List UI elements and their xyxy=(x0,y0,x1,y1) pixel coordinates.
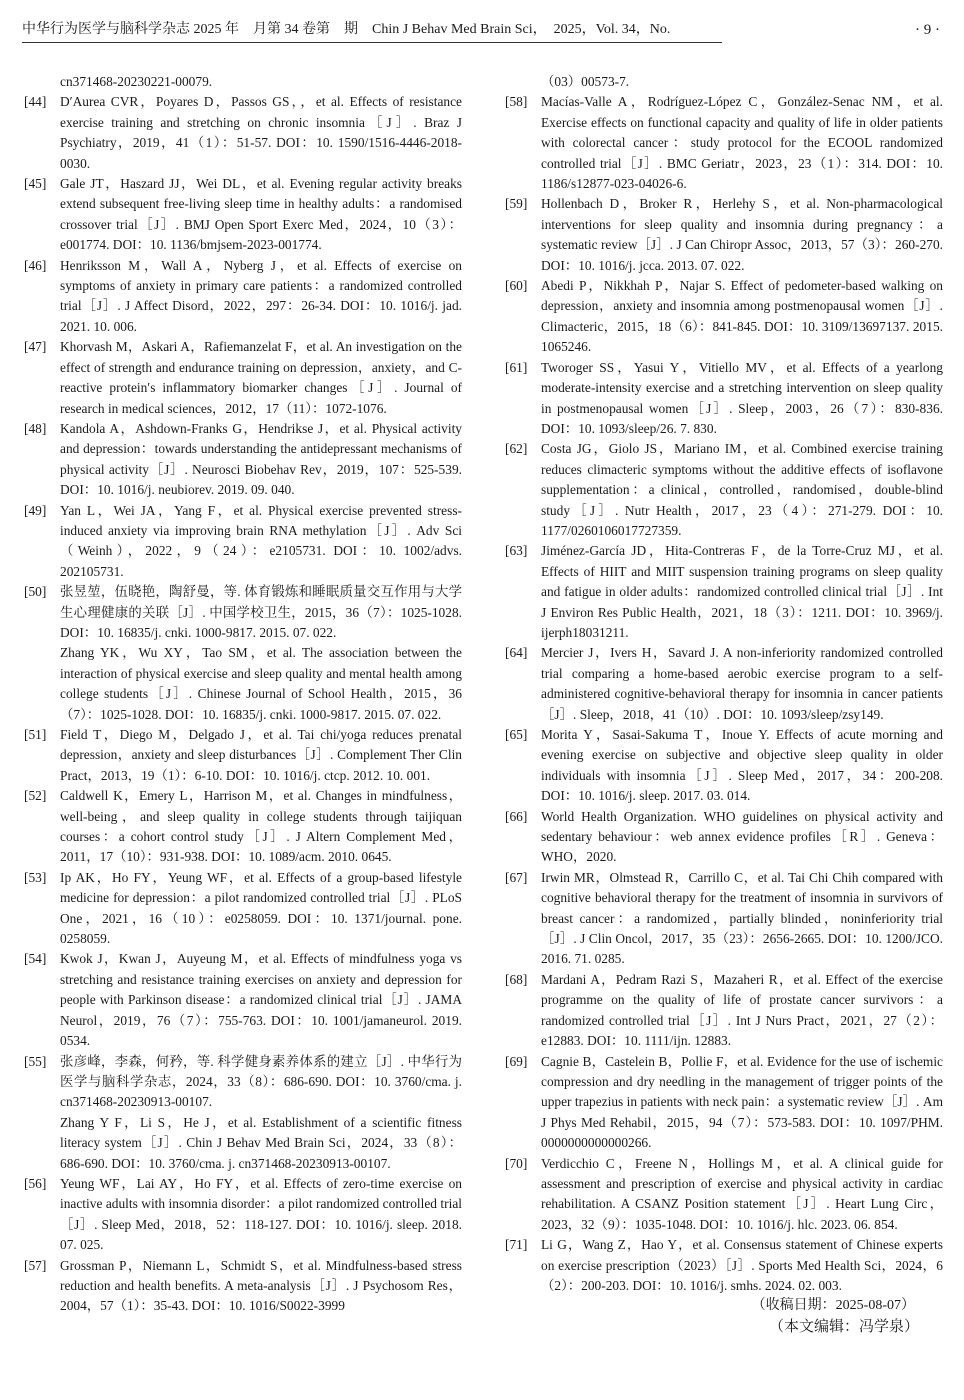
reference-item xyxy=(505,807,943,868)
reference-item xyxy=(24,786,462,868)
reference-item xyxy=(505,643,943,725)
reference-text xyxy=(60,582,462,725)
reference-item xyxy=(24,725,462,786)
reference-number: [59] xyxy=(505,196,528,212)
reference-citation: Cagnie B，Castelein B，Pollie F，et al. Evidence for the use of ischemic compression and dry needling in the management of trigger points of the upper trapezius in patients with neck pain：a systematic review［J］. Am J Phys Med Rehabil，2015，94（7）：573-583. DOI：10. 1097/PHM. 0000000000000266. xyxy=(541,1053,943,1151)
reference-citation: Yeung WF，Lai AY，Ho FY，et al. Effects of zero-time exercise on inactive adults with insomnia disorder：a pilot randomized controlled trial［J］. Sleep Med，2018，52：118-127. DOI：10. 1016/j. sleep. 2018. 07. 025. xyxy=(60,1175,462,1253)
reference-number: [66] xyxy=(505,808,528,824)
reference-item xyxy=(24,419,462,501)
reference-number: [64] xyxy=(505,645,528,661)
reference-item xyxy=(505,1052,943,1154)
reference-text xyxy=(541,358,943,440)
reference-citation: Khorvash M，Askari A，Rafiemanzelat F，et al. An investigation on the effect of strength and endurance training on depression，anxiety，and C-reactive protein′s inflammatory biomarker changes［J］. Journal of research in medical sciences，2012，17（11）：1072-1076. xyxy=(60,339,462,416)
reference-number: [56] xyxy=(24,1175,47,1191)
reference-citation: Kandola A，Ashdown-Franks G，Hendrikse J，et al. Physical activity and depression：towards understanding the antidepressant mechanisms of physical activity［J］. Neurosci Biobehav Rev，2019，107：525-539. DOI：10. 1016/j. neubiorev. 2019. 09. 040. xyxy=(60,420,462,498)
reference-item xyxy=(24,92,462,174)
reference-text xyxy=(541,92,943,194)
reference-number: [65] xyxy=(505,727,528,742)
reference-text xyxy=(541,970,943,1052)
reference-number: [67] xyxy=(505,869,528,885)
reference-citation: Hollenbach D，Broker R，Herlehy S，et al. Non-pharmacological interventions for sleep quality and insomnia during pregnancy：a systematic review［J］. J Can Chiropr Assoc，2013，57（3）：260-270. DOI：10. 1016/j. jcca. 2013. 07. 022. xyxy=(541,196,943,273)
reference-text xyxy=(60,419,462,501)
reference-item xyxy=(24,949,462,1051)
reference-text xyxy=(541,1052,943,1154)
reference-text xyxy=(541,1154,943,1236)
left-column xyxy=(24,72,462,1317)
reference-citation: Yan L，Wei JA，Yang F，et al. Physical exercise prevented stress-induced anxiety via improving brain RNA methylation［J］. Adv Sci（Weinh），2022，9（24）：e2105731. DOI：10. 1002/advs. 202105731. xyxy=(60,502,462,579)
reference-item xyxy=(24,337,462,419)
reference-text xyxy=(541,194,943,276)
reference-item xyxy=(24,174,462,256)
reference-text xyxy=(541,868,943,970)
reference-citation: Macías-Valle A，Rodríguez-López C，González-Senac NM，et al. Exercise effects on functional capacity and quality of life in older patients with colorectal cancer：study protocol for the ECOOL randomized controlled trial［J］. BMC Geriatr，2023，23（1）：314. DOI：10. 1186/s12877-023-04026-6. xyxy=(541,94,944,192)
reference-item xyxy=(505,1235,943,1296)
reference-citation: Grossman P，Niemann L，Schmidt S，et al. Mindfulness-based stress reduction and health benefits. A meta-analysis［J］. J Psychosom Res，2004，57（1）：35-43. DOI：10. 1016/S0022-3999 xyxy=(60,1257,462,1314)
reference-number: [70] xyxy=(505,1155,528,1171)
reference-translation: Zhang Y F，Li S，He J，et al. Establishment of a scientific fitness literacy system［J］. Chin J Behav Med Brain Sci，2024，33（8）：686-690. DOI：10. 3760/cma. j. cn371468-20230913-00107. xyxy=(60,1114,462,1171)
reference-citation: Mercier J，Ivers H，Savard J. A non-inferiority randomized controlled trial comparing a home-based aerobic exercise program to a self-administered cognitive-behavioral therapy for insomnia in cancer patients［J］. Sleep，2018，41（10）. DOI：10. 1093/sleep/zsy149. xyxy=(541,645,943,722)
reference-number: [68] xyxy=(505,971,528,987)
reference-number: [44] xyxy=(24,94,47,110)
reference-text xyxy=(60,501,462,583)
reference-number: [48] xyxy=(24,420,47,436)
editor-credit: （本文编辑：冯学泉） xyxy=(768,1318,919,1335)
reference-citation: 张昱堃，伍晓艳，陶舒曼，等. 体育锻炼和睡眠质量交互作用与大学生心理健康的关联［J］. 中国学校卫生，2015，36（7）：1025-1028. DOI：10. 16835/j. cnki. 1000-9817. 2015. 07. 022. xyxy=(60,584,462,640)
reference-text xyxy=(60,725,462,786)
reference-number: [62] xyxy=(505,441,528,457)
reference-item xyxy=(24,868,462,950)
reference-number: [71] xyxy=(505,1237,528,1253)
reference-continuation: （03）00573-7. xyxy=(541,74,630,89)
reference-text xyxy=(60,786,462,868)
reference-text xyxy=(541,439,943,541)
reference-item xyxy=(505,725,943,807)
reference-citation: Caldwell K，Emery L，Harrison M，et al. Changes in mindfulness，well-being，and sleep quality in college students through taijiquan courses：a cohort control study［J］. J Altern Complement Med，2011，17（10）：931-938. DOI：10. 1089/acm. 2010. 0645. xyxy=(60,788,462,865)
reference-item xyxy=(505,276,943,358)
reference-citation: Jiménez-García JD，Hita-Contreras F，de la Torre-Cruz MJ，et al. Effects of HIIT and MIIT suspension training programs on sleep quality and fatigue in older adults：randomized controlled clinical trial［J］. Int J Environ Res Public Health，2021，18（3）：1211. DOI：10. 3969/j. ijerph18031211. xyxy=(541,543,943,640)
reference-citation: D′Aurea CVR，Poyares D，Passos GS，，et al. Effects of resistance exercise training and stretching on chronic insomnia［J］. Braz J Psychiatry，2019，41（1）：51-57. DOI：10. 1590/1516-4446-2018-0030. xyxy=(60,94,462,171)
reference-number: [60] xyxy=(505,278,528,294)
reference-citation: Costa JG，Giolo JS，Mariano IM，et al. Combined exercise training reduces climacteric symptoms without the additive effects of isoflavone supplementation：a clinical，controlled，randomised，double-blind study［J］. Nutr Health，2017，23（4）：271-279. DOI：10. 1177/0260106017727359. xyxy=(541,441,943,538)
reference-number: [53] xyxy=(24,869,47,885)
reference-item xyxy=(505,1154,943,1236)
reference-item xyxy=(24,1052,462,1174)
reference-citation: Field T，Diego M，Delgado J，et al. Tai chi/yoga reduces prenatal depression，anxiety and sleep disturbances［J］. Complement Ther Clin Pract，2013，19（1）：6-10. DOI：10. 1016/j. ctcp. 2012. 10. 001. xyxy=(60,727,462,783)
reference-number: [63] xyxy=(505,543,528,559)
reference-citation: Kwok J，Kwan J，Auyeung M，et al. Effects of mindfulness yoga vs stretching and resistance training exercises on anxiety and depression for people with Parkinson disease：a randomized clinical trial［J］. JAMA Neurol，2019，76（7）：755-763. DOI：10. 1001/jamaneurol. 2019. 0534. xyxy=(60,951,462,1049)
reference-number: [45] xyxy=(24,176,47,192)
reference-item xyxy=(505,194,943,276)
reference-text xyxy=(541,643,943,725)
reference-citation: Ip AK，Ho FY，Yeung WF，et al. Effects of a group-based lifestyle medicine for depression：a pilot randomized controlled trial［J］. PLoS One，2021，16（10）：e0258059. DOI：10. 1371/journal. pone. 0258059. xyxy=(60,869,462,947)
reference-text xyxy=(60,868,462,950)
reference-citation: Irwin MR，Olmstead R，Carrillo C，et al. Tai Chi Chih compared with cognitive behavioral therapy for the treatment of insomnia in survivors of breast cancer：a randomized，partially blinded，noninferiority trial［J］. J Clin Oncol，2017，35（23）：2656-2665. DOI：10. 1200/JCO. 2016. 71. 0285. xyxy=(541,869,943,967)
reference-text xyxy=(541,725,943,807)
reference-number: [49] xyxy=(24,502,47,518)
reference-text xyxy=(541,807,943,868)
reference-number: [55] xyxy=(24,1053,47,1069)
page-number: · 9 · xyxy=(915,22,940,38)
reference-citation: Abedi P，Nikkhah P，Najar S. Effect of pedometer-based walking on depression，anxiety and insomnia among postmenopausal women［J］. Climacteric，2015，18（6）：841-845. DOI：10. 3109/13697137. 2015. 1065246. xyxy=(541,278,943,355)
reference-number: [61] xyxy=(505,359,528,375)
reference-item xyxy=(505,358,943,440)
running-header: 中华行为医学与脑科学杂志 2025 年 月第 34 卷第 期 Chin J Behav Med Brain Sci， 2025，Vol. 34，No. xyxy=(22,18,722,43)
reference-number: [50] xyxy=(24,584,47,600)
reference-item xyxy=(24,1174,462,1256)
reference-item xyxy=(505,868,943,970)
reference-number: [58] xyxy=(505,94,528,110)
received-date: （收稿日期：2025-08-07） xyxy=(751,1298,915,1314)
reference-text xyxy=(60,337,462,419)
reference-number: [54] xyxy=(24,951,47,967)
reference-citation: Henriksson M，Wall A，Nyberg J，et al. Effects of exercise on symptoms of anxiety in primary care patients：a randomized controlled trial［J］. J Affect Disord，2022，297：26-34. DOI：10. 1016/j. jad. 2021. 10. 006. xyxy=(60,257,462,334)
reference-citation: Verdicchio C，Freene N，Hollings M，et al. A clinical guide for assessment and prescription of exercise and physical activity in cardiac rehabilitation. A CSANZ Position statement［J］. Heart Lung Circ，2023，32（9）：1035-1048. DOI：10. 1016/j. hlc. 2023. 06. 854. xyxy=(541,1155,943,1232)
reference-citation: Tworoger SS，Yasui Y，Vitiello MV，et al. Effects of a yearlong moderate-intensity exercise and a stretching intervention on sleep quality in postmenopausal women［J］. Sleep，2003，26（7）：830-836. DOI：10. 1093/sleep/26. 7. 830. xyxy=(541,359,943,436)
reference-item xyxy=(24,256,462,338)
reference-number: [47] xyxy=(24,339,47,355)
reference-item xyxy=(24,582,462,725)
reference-text xyxy=(60,174,462,256)
reference-item xyxy=(24,1256,462,1317)
reference-text xyxy=(541,276,943,358)
reference-item xyxy=(505,970,943,1052)
reference-text xyxy=(541,541,943,643)
reference-number: [51] xyxy=(24,727,47,742)
reference-continuation: cn371468-20230221-00079. xyxy=(60,74,213,89)
right-column xyxy=(505,72,943,1337)
reference-number: [57] xyxy=(24,1257,47,1273)
reference-text xyxy=(60,1052,462,1174)
reference-item xyxy=(505,92,943,194)
reference-number: [46] xyxy=(24,257,47,273)
reference-number: [69] xyxy=(505,1053,528,1069)
reference-item xyxy=(505,439,943,541)
reference-citation: World Health Organization. WHO guidelines on physical activity and sedentary behaviour：web annex evidence profiles［R］. Geneva：WHO，2020. xyxy=(541,808,943,865)
reference-item xyxy=(505,541,943,643)
reference-text xyxy=(541,1235,943,1296)
reference-citation: 张彦峰，李森，何矜，等. 科学健身素养体系的建立［J］. 中华行为医学与脑科学杂志，2024，33（8）：686-690. DOI：10. 3760/cma. j. cn371468-20230913-00107. xyxy=(60,1053,462,1110)
reference-citation: Morita Y，Sasai-Sakuma T，Inoue Y. Effects of acute morning and evening exercise on subjective and objective sleep quality in older individuals with insomnia［J］. Sleep Med，2017，34：200-208. DOI：10. 1016/j. sleep. 2017. 03. 014. xyxy=(541,727,943,804)
reference-text xyxy=(60,92,462,174)
reference-citation: Li G，Wang Z，Hao Y，et al. Consensus statement of Chinese experts on exercise prescription（2023）［J］. Sports Med Health Sci，2024，6（2）：200-203. DOI：10. 1016/j. smhs. 2024. 02. 003. xyxy=(541,1237,943,1293)
reference-number: [52] xyxy=(24,788,47,804)
reference-citation: Gale JT，Haszard JJ，Wei DL，et al. Evening regular activity breaks extend subsequent free-living sleep time in healthy adults：a randomised crossover trial［J］. BMJ Open Sport Exerc Med，2024，10（3）：e001774. DOI：10. 1136/bmjsem-2023-001774. xyxy=(60,176,462,253)
reference-citation: Mardani A，Pedram Razi S，Mazaheri R，et al. Effect of the exercise programme on the quality of life of prostate cancer survivors：a randomized controlled trial［J］. Int J Nurs Pract，2021，27（2）：e12883. DOI：10. 1111/ijn. 12883. xyxy=(541,971,943,1049)
reference-text xyxy=(60,1256,462,1317)
reference-text xyxy=(60,256,462,338)
reference-text xyxy=(60,949,462,1051)
reference-text xyxy=(60,1174,462,1256)
reference-item xyxy=(24,501,462,583)
reference-translation: Zhang YK，Wu XY，Tao SM，et al. The association between the interaction of physical exercise and sleep quality and mental health among college students［J］. Chinese Journal of School Health，2015，36（7）：1025-1028. DOI：10. 16835/j. cnki. 1000-9817. 2015. 07. 022. xyxy=(60,645,462,722)
